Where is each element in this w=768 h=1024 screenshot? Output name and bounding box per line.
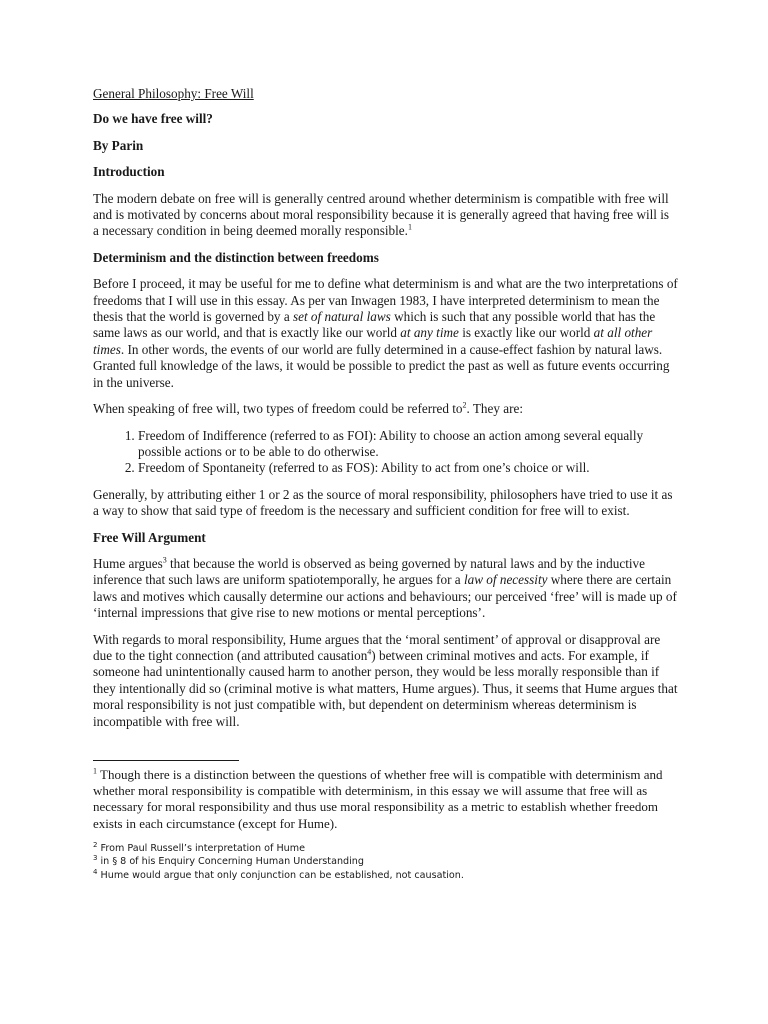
footnote-ref-4: 4 [367,647,372,657]
emphasis-text: at any time [400,325,459,341]
text-run: With regards to moral responsibility, Hume argues that the ‘moral sentiment’ of approval or disapproval are due to the tight connection (and attributed causation [93,631,661,663]
emphasis-text: set of natural laws [292,309,391,325]
footnote-2 [93,842,678,856]
text-run: Hume argues [93,555,163,571]
footnote-text: Though there is a distinction between the questions of whether free will is compatible with determinism and whether moral responsibility is compatible with determinism, in this essay we will assume that free will as necessary for moral responsibility and thus use moral responsibility as a metric to establish whether freedom exists in each circumstance (except for Hume). [93,767,663,831]
footnote-ref-3: 3 [162,555,167,565]
section-heading-introduction: Introduction [93,164,165,180]
footnote-number: 2 [93,840,98,849]
emphasis-text: law of necessity [463,572,548,588]
footnote-1 [93,767,678,832]
footnote-number: 4 [93,867,98,876]
footnote-ref-2: 2 [462,400,467,410]
document-title: Do we have free will? [93,111,213,127]
intro-text: The modern debate on free will is generally centred around whether determinism is compatible with free will and is motivated by concerns about moral responsibility because it is generally agreed that having free will is a necessary condition in being deemed morally responsible. [93,190,670,239]
list-item: 2. Freedom of Spontaneity (referred to as FOS): Ability to act from one’s choice or will. [138,460,678,476]
emphasis-text: at all other times [93,325,653,357]
list-item: 1. Freedom of Indifference (referred to as FOI): Ability to choose an action among several equally possible actions or to be able to do otherwise. [138,428,678,461]
text-run: . In other words, the events of our world are fully determined in a cause-effect fashion by natural laws. Granted full knowledge of the laws, it would be possible to predict the past as well as future events occurring in the universe. [93,341,670,390]
footnote-text: From Paul Russell’s interpretation of Hume [97,842,305,854]
text-run: ) between criminal motives and acts. For example, if someone had unintentionally caused harm to another person, they would be less morally responsible than if they intentionally did so (criminal motive is what matters, Hume argues). Thus, it seems that Hume argues that moral responsibility is not just compatible with, but dependent on determinism whereas determinism is incompatible with free will. [93,647,678,729]
determinism-paragraph-1 [93,276,678,391]
section-heading-free-will-argument: Free Will Argument [93,529,206,545]
section-heading-determinism: Determinism and the distinction between freedoms [93,249,379,265]
footnote-3 [93,855,678,869]
determinism-paragraph-3: Generally, by attributing either 1 or 2 as the source of moral responsibility, philosophers have tried to use it as a way to show that said type of freedom is the necessary and sufficient condition for free will to exist. [93,486,673,519]
text-run: where there are certain laws and motives which causally determine our actions and behaviours; our perceived ‘free’ will is made up of ‘internal impressions that give rise to new motions or mental perceptions’. [93,572,677,621]
text-run: that because the world is observed as being governed by natural laws and by the inductive inference that such laws are uniform spatiotemporally, he argues for a [93,555,645,588]
footnote-number: 3 [93,854,98,863]
free-will-paragraph-1 [93,556,678,622]
text-run: . They are: [466,401,523,417]
text-run: Before I proceed, it may be useful for me to define what determinism is and what are the two interpretations of freedoms that I will use in this essay. As per van Inwagen 1983, I have interpreted determinism to mean the thesis that the world is governed by a [93,276,678,325]
text-run: which is such that any possible world that has the same laws as our world, and that is exactly like our world [93,309,656,341]
footnote-text: Hume would argue that only conjunction can be established, not causation. [97,869,464,881]
document-page [93,86,678,882]
text-run: When speaking of free will, two types of freedom could be referred to [93,401,463,417]
footnote-4 [93,869,678,883]
determinism-paragraph-2 [93,401,678,417]
footnote-divider [93,760,239,761]
document-author: By Parin [93,137,144,153]
intro-paragraph [93,191,678,240]
document-header: General Philosophy: Free Will [93,86,254,101]
text-run: is exactly like our world [458,325,594,341]
footnote-number: 1 [93,766,97,776]
free-will-paragraph-2 [93,632,678,730]
footnote-text: in § 8 of his Enquiry Concerning Human Understanding [97,856,364,868]
freedom-list [93,428,678,477]
footnote-ref-1: 1 [407,223,412,233]
